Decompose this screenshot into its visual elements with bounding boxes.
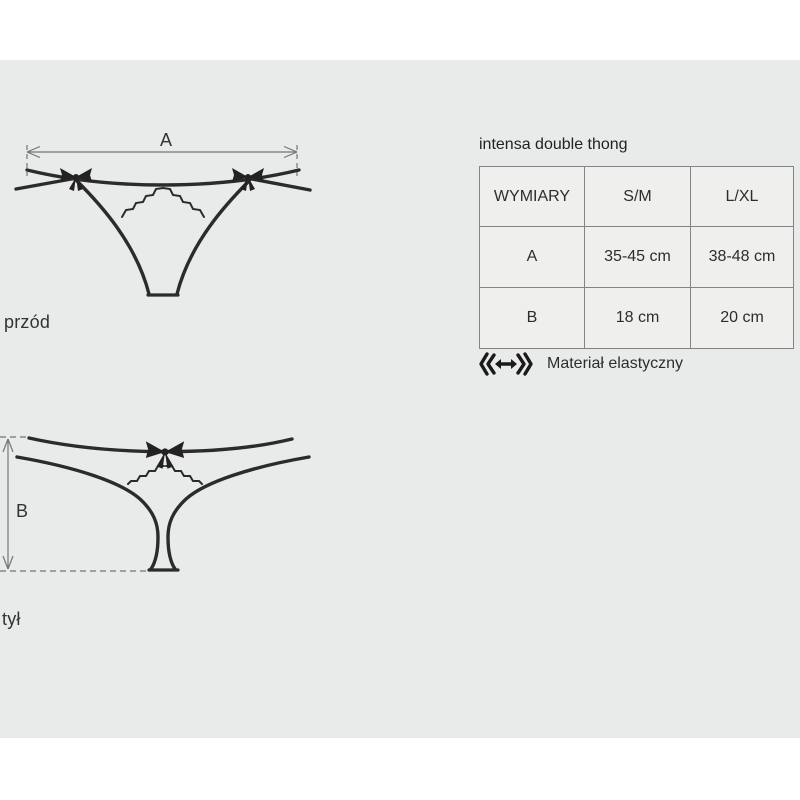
size-table-row-b-sm: 18 cm: [585, 288, 691, 348]
size-table: [479, 166, 794, 349]
size-table-header-sm: S/M: [585, 167, 691, 227]
bow-center-icon: [146, 441, 184, 469]
material-row: [479, 351, 683, 377]
size-table-header-lxl: L/XL: [691, 167, 793, 227]
back-view-label: tył: [2, 609, 21, 629]
size-table-header-dimensions: WYMIARY: [480, 167, 585, 227]
front-view-drawing: [0, 118, 340, 318]
lace-edge-left: [122, 188, 163, 217]
dimension-b-label: B: [16, 501, 29, 521]
bow-left-icon: [60, 168, 92, 191]
thong-front-outline: [16, 170, 310, 295]
product-title: intensa double thong: [479, 136, 628, 153]
front-view-label: przód: [4, 312, 51, 332]
dimension-a-label: A: [159, 130, 173, 150]
size-table-row-a-dim: A: [480, 227, 585, 288]
lace-edge-left: [128, 466, 164, 484]
lace-edge-right: [166, 466, 202, 484]
size-table-row-b-lxl: 20 cm: [691, 288, 793, 348]
material-label: Materiał elastyczny: [547, 355, 684, 372]
lace-edge-right: [163, 188, 204, 217]
bow-right-icon: [232, 168, 264, 191]
size-table-row-a-sm: 35-45 cm: [585, 227, 691, 288]
size-table-row-a-lxl: 38-48 cm: [691, 227, 793, 288]
back-view-drawing: [0, 425, 340, 585]
size-table-row-b-dim: B: [480, 288, 585, 348]
stretch-arrow-icon: [479, 351, 533, 377]
